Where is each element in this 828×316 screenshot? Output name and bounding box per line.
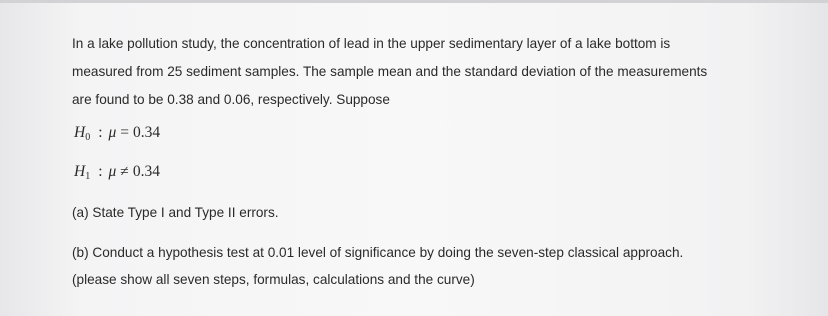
question-a: (a) State Type I and Type II errors. bbox=[72, 205, 279, 220]
alt-hypothesis-subscript: 1 bbox=[85, 171, 91, 182]
alt-hypothesis-value: 0.34 bbox=[132, 163, 160, 180]
page-top-edge bbox=[0, 0, 828, 3]
statement-line-3: are found to be 0.38 and 0.06, respectively. Suppose bbox=[72, 92, 390, 107]
statement-line-1: In a lake pollution study, the concentration of lead in the upper sedimentary layer of a lake bottom is bbox=[72, 36, 671, 51]
alt-hypothesis-relation: ≠ bbox=[120, 163, 129, 180]
null-hypothesis-value: 0.34 bbox=[133, 124, 161, 141]
statement-line-2: measured from 25 sediment samples. The sample mean and the standard deviation of the measurements bbox=[72, 64, 708, 79]
alt-hypothesis-symbol: H bbox=[74, 163, 86, 180]
alt-hypothesis-separator: : bbox=[98, 163, 103, 180]
null-hypothesis bbox=[74, 124, 160, 143]
question-b-line-1: (b) Conduct a hypothesis test at 0.01 level of significance by doing the seven-step classical approach. bbox=[72, 245, 684, 260]
null-hypothesis-symbol: H bbox=[74, 124, 86, 141]
null-hypothesis-separator: : bbox=[98, 124, 103, 141]
problem-statement bbox=[72, 30, 772, 114]
null-hypothesis-param: μ bbox=[108, 124, 117, 141]
null-hypothesis-subscript: 0 bbox=[85, 132, 91, 143]
alternative-hypothesis bbox=[74, 163, 160, 182]
question-b-line-2: (please show all seven steps, formulas, calculations and the curve) bbox=[72, 272, 475, 287]
null-hypothesis-relation: = bbox=[120, 124, 130, 141]
alt-hypothesis-param: μ bbox=[108, 163, 117, 180]
